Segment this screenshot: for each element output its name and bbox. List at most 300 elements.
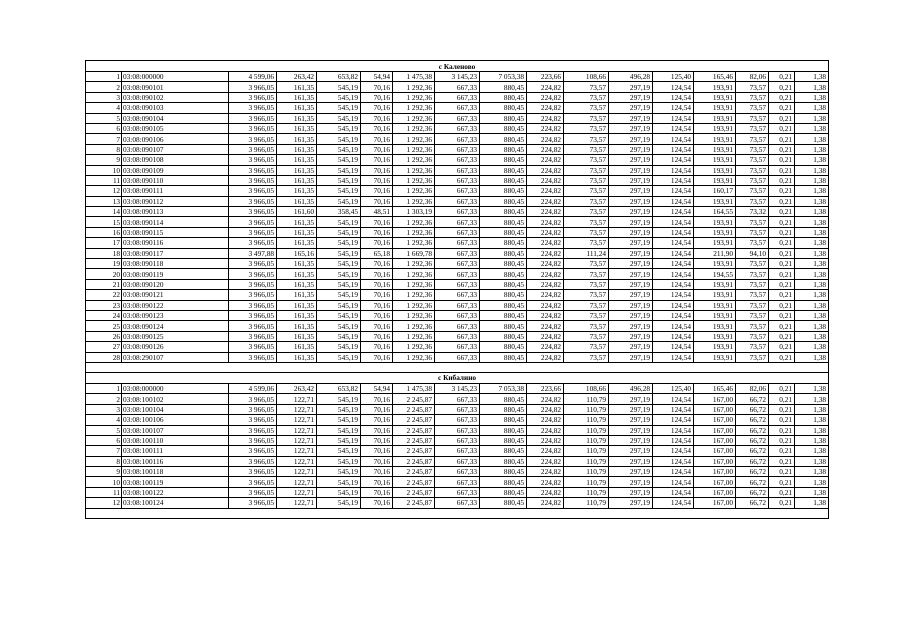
table-row	[86, 425, 829, 435]
value-cell: 70,16	[361, 290, 393, 300]
value-cell: 545,19	[317, 196, 361, 206]
value-cell: 125,40	[653, 383, 694, 393]
value-cell: 66,72	[736, 435, 769, 445]
cadastral-code: 03:08:090116	[122, 238, 229, 248]
value-cell: 66,72	[736, 467, 769, 477]
table-row	[86, 269, 829, 279]
value-cell: 0,21	[769, 477, 795, 487]
cadastral-code: 03:08:090105	[122, 123, 229, 133]
value-cell: 297,19	[609, 310, 653, 320]
value-cell: 667,33	[435, 394, 480, 404]
row-number: 25	[86, 321, 122, 331]
value-cell: 1,38	[795, 186, 829, 196]
value-cell: 122,71	[277, 456, 317, 466]
blank-cell	[86, 508, 829, 518]
cadastral-code: 03:08:100107	[122, 425, 229, 435]
value-cell: 161,35	[277, 165, 317, 175]
value-cell: 3 966,05	[229, 134, 277, 144]
value-cell: 124,54	[653, 207, 694, 217]
value-cell: 667,33	[435, 103, 480, 113]
value-cell: 124,54	[653, 269, 694, 279]
value-cell: 4 599,06	[229, 72, 277, 82]
value-cell: 124,54	[653, 352, 694, 362]
value-cell: 1 292,36	[393, 175, 435, 185]
table-row	[86, 498, 829, 508]
value-cell: 73,57	[736, 300, 769, 310]
value-cell: 73,57	[564, 186, 609, 196]
row-number: 4	[86, 103, 122, 113]
value-cell: 1,38	[795, 196, 829, 206]
value-cell: 667,33	[435, 92, 480, 102]
value-cell: 545,19	[317, 498, 361, 508]
value-cell: 545,19	[317, 259, 361, 269]
value-cell: 73,32	[736, 207, 769, 217]
cadastral-code: 03:08:090107	[122, 144, 229, 154]
value-cell: 1 292,36	[393, 217, 435, 227]
row-number: 18	[86, 248, 122, 258]
gap-cell	[86, 362, 829, 372]
value-cell: 193,91	[694, 175, 736, 185]
cadastral-code: 03:08:100104	[122, 404, 229, 414]
value-cell: 880,45	[480, 92, 527, 102]
value-cell: 224,82	[527, 259, 564, 269]
value-cell: 224,82	[527, 175, 564, 185]
value-cell: 108,66	[564, 72, 609, 82]
value-cell: 297,19	[609, 92, 653, 102]
value-cell: 73,57	[564, 175, 609, 185]
value-cell: 70,16	[361, 92, 393, 102]
value-cell: 73,57	[564, 300, 609, 310]
value-cell: 0,21	[769, 435, 795, 445]
value-cell: 110,79	[564, 477, 609, 487]
value-cell: 297,19	[609, 415, 653, 425]
value-cell: 667,33	[435, 425, 480, 435]
row-number: 14	[86, 207, 122, 217]
value-cell: 545,19	[317, 82, 361, 92]
value-cell: 0,21	[769, 290, 795, 300]
cadastral-code: 03:08:100102	[122, 394, 229, 404]
value-cell: 1 475,38	[393, 72, 435, 82]
value-cell: 545,19	[317, 248, 361, 258]
value-cell: 124,54	[653, 113, 694, 123]
value-cell: 193,91	[694, 92, 736, 102]
value-cell: 224,82	[527, 342, 564, 352]
value-cell: 1,38	[795, 82, 829, 92]
value-cell: 880,45	[480, 134, 527, 144]
value-cell: 880,45	[480, 259, 527, 269]
table-row	[86, 82, 829, 92]
value-cell: 73,57	[564, 217, 609, 227]
value-cell: 73,57	[564, 82, 609, 92]
section-title: с Каленово	[86, 61, 829, 72]
table-row	[86, 446, 829, 456]
value-cell: 193,91	[694, 103, 736, 113]
value-cell: 94,10	[736, 248, 769, 258]
value-cell: 73,57	[736, 321, 769, 331]
value-cell: 167,00	[694, 394, 736, 404]
value-cell: 224,82	[527, 456, 564, 466]
value-cell: 0,21	[769, 498, 795, 508]
value-cell: 667,33	[435, 456, 480, 466]
value-cell: 358,45	[317, 207, 361, 217]
value-cell: 70,16	[361, 238, 393, 248]
cadastral-code: 03:08:090124	[122, 321, 229, 331]
value-cell: 224,82	[527, 238, 564, 248]
value-cell: 545,19	[317, 310, 361, 320]
value-cell: 224,82	[527, 300, 564, 310]
row-number: 27	[86, 342, 122, 352]
value-cell: 70,16	[361, 342, 393, 352]
table-row	[86, 415, 829, 425]
table-row	[86, 342, 829, 352]
value-cell: 73,57	[736, 217, 769, 227]
value-cell: 1,38	[795, 300, 829, 310]
value-cell: 70,16	[361, 498, 393, 508]
value-cell: 3 966,05	[229, 238, 277, 248]
value-cell: 122,71	[277, 446, 317, 456]
table-row	[86, 331, 829, 341]
value-cell: 224,82	[527, 103, 564, 113]
cadastral-code: 03:08:100119	[122, 477, 229, 487]
value-cell: 545,19	[317, 186, 361, 196]
value-cell: 3 966,05	[229, 144, 277, 154]
value-cell: 3 966,05	[229, 435, 277, 445]
value-cell: 1,38	[795, 477, 829, 487]
value-cell: 0,21	[769, 103, 795, 113]
value-cell: 161,35	[277, 217, 317, 227]
row-number: 12	[86, 498, 122, 508]
value-cell: 66,72	[736, 415, 769, 425]
value-cell: 3 966,05	[229, 498, 277, 508]
value-cell: 3 966,05	[229, 186, 277, 196]
value-cell: 545,19	[317, 352, 361, 362]
value-cell: 667,33	[435, 175, 480, 185]
value-cell: 167,00	[694, 467, 736, 477]
value-cell: 161,35	[277, 123, 317, 133]
value-cell: 224,82	[527, 144, 564, 154]
value-cell: 224,82	[527, 446, 564, 456]
value-cell: 66,72	[736, 404, 769, 414]
value-cell: 297,19	[609, 435, 653, 445]
cadastral-code: 03:08:090112	[122, 196, 229, 206]
value-cell: 70,16	[361, 217, 393, 227]
value-cell: 297,19	[609, 300, 653, 310]
value-cell: 70,16	[361, 134, 393, 144]
value-cell: 545,19	[317, 300, 361, 310]
value-cell: 297,19	[609, 487, 653, 497]
cadastral-code: 03:08:100116	[122, 456, 229, 466]
value-cell: 193,91	[694, 310, 736, 320]
value-cell: 224,82	[527, 404, 564, 414]
value-cell: 193,91	[694, 155, 736, 165]
value-cell: 3 966,05	[229, 352, 277, 362]
value-cell: 1 292,36	[393, 196, 435, 206]
section-gap	[86, 362, 829, 372]
value-cell: 880,45	[480, 279, 527, 289]
value-cell: 545,19	[317, 155, 361, 165]
value-cell: 224,82	[527, 227, 564, 237]
value-cell: 3 966,05	[229, 404, 277, 414]
value-cell: 161,35	[277, 134, 317, 144]
value-cell: 1,38	[795, 72, 829, 82]
value-cell: 545,19	[317, 113, 361, 123]
value-cell: 1,38	[795, 321, 829, 331]
table-row	[86, 238, 829, 248]
value-cell: 880,45	[480, 487, 527, 497]
cadastral-code: 03:08:100111	[122, 446, 229, 456]
value-cell: 0,21	[769, 415, 795, 425]
value-cell: 224,82	[527, 477, 564, 487]
value-cell: 2 245,87	[393, 467, 435, 477]
cadastral-code: 03:08:100110	[122, 435, 229, 445]
value-cell: 880,45	[480, 310, 527, 320]
value-cell: 297,19	[609, 134, 653, 144]
value-cell: 0,21	[769, 196, 795, 206]
value-cell: 0,21	[769, 155, 795, 165]
value-cell: 1,38	[795, 456, 829, 466]
value-cell: 1,38	[795, 415, 829, 425]
value-cell: 70,16	[361, 123, 393, 133]
value-cell: 545,19	[317, 404, 361, 414]
value-cell: 2 245,87	[393, 498, 435, 508]
value-cell: 880,45	[480, 186, 527, 196]
value-cell: 1 475,38	[393, 383, 435, 393]
value-cell: 7 053,38	[480, 72, 527, 82]
value-cell: 110,79	[564, 394, 609, 404]
value-cell: 667,33	[435, 238, 480, 248]
value-cell: 297,19	[609, 279, 653, 289]
value-cell: 297,19	[609, 467, 653, 477]
cadastral-code: 03:08:100122	[122, 487, 229, 497]
value-cell: 667,33	[435, 123, 480, 133]
value-cell: 124,54	[653, 394, 694, 404]
cadastral-code: 03:08:100118	[122, 467, 229, 477]
value-cell: 297,19	[609, 186, 653, 196]
value-cell: 110,79	[564, 456, 609, 466]
value-cell: 0,21	[769, 331, 795, 341]
value-cell: 66,72	[736, 487, 769, 497]
value-cell: 545,19	[317, 456, 361, 466]
cadastral-code: 03:08:090126	[122, 342, 229, 352]
value-cell: 224,82	[527, 217, 564, 227]
value-cell: 124,54	[653, 456, 694, 466]
value-cell: 2 245,87	[393, 394, 435, 404]
value-cell: 122,71	[277, 498, 317, 508]
value-cell: 224,82	[527, 310, 564, 320]
value-cell: 161,35	[277, 155, 317, 165]
value-cell: 223,66	[527, 383, 564, 393]
value-cell: 124,54	[653, 404, 694, 414]
value-cell: 667,33	[435, 259, 480, 269]
value-cell: 66,72	[736, 446, 769, 456]
table-row	[86, 134, 829, 144]
value-cell: 193,91	[694, 123, 736, 133]
value-cell: 297,19	[609, 248, 653, 258]
value-cell: 880,45	[480, 165, 527, 175]
value-cell: 545,19	[317, 123, 361, 133]
row-number: 5	[86, 113, 122, 123]
value-cell: 161,35	[277, 196, 317, 206]
value-cell: 3 966,05	[229, 227, 277, 237]
value-cell: 1 292,36	[393, 113, 435, 123]
value-cell: 545,19	[317, 425, 361, 435]
table-row	[86, 279, 829, 289]
value-cell: 70,16	[361, 446, 393, 456]
value-cell: 667,33	[435, 415, 480, 425]
value-cell: 1 303,19	[393, 207, 435, 217]
value-cell: 122,71	[277, 415, 317, 425]
value-cell: 545,19	[317, 165, 361, 175]
cadastral-code: 03:08:000000	[122, 72, 229, 82]
value-cell: 1 292,36	[393, 186, 435, 196]
value-cell: 297,19	[609, 175, 653, 185]
value-cell: 297,19	[609, 217, 653, 227]
value-cell: 73,57	[564, 123, 609, 133]
value-cell: 297,19	[609, 446, 653, 456]
value-cell: 193,91	[694, 279, 736, 289]
value-cell: 167,00	[694, 498, 736, 508]
value-cell: 193,91	[694, 321, 736, 331]
value-cell: 1,38	[795, 175, 829, 185]
value-cell: 124,54	[653, 165, 694, 175]
value-cell: 667,33	[435, 196, 480, 206]
value-cell: 70,16	[361, 103, 393, 113]
value-cell: 161,35	[277, 321, 317, 331]
value-cell: 70,16	[361, 165, 393, 175]
table-row	[86, 227, 829, 237]
value-cell: 1,38	[795, 144, 829, 154]
value-cell: 73,57	[564, 196, 609, 206]
value-cell: 1,38	[795, 435, 829, 445]
value-cell: 667,33	[435, 290, 480, 300]
value-cell: 0,21	[769, 456, 795, 466]
cadastral-code: 03:08:090101	[122, 82, 229, 92]
value-cell: 66,72	[736, 456, 769, 466]
value-cell: 880,45	[480, 425, 527, 435]
value-cell: 880,45	[480, 82, 527, 92]
value-cell: 3 966,05	[229, 279, 277, 289]
value-cell: 3 966,05	[229, 415, 277, 425]
value-cell: 545,19	[317, 321, 361, 331]
value-cell: 667,33	[435, 477, 480, 487]
value-cell: 1,38	[795, 155, 829, 165]
cadastral-code: 03:08:090103	[122, 103, 229, 113]
value-cell: 2 245,87	[393, 477, 435, 487]
row-number: 10	[86, 165, 122, 175]
row-number: 6	[86, 123, 122, 133]
value-cell: 73,57	[736, 342, 769, 352]
value-cell: 124,54	[653, 300, 694, 310]
value-cell: 667,33	[435, 248, 480, 258]
value-cell: 3 966,05	[229, 82, 277, 92]
value-cell: 167,00	[694, 404, 736, 414]
value-cell: 70,16	[361, 113, 393, 123]
value-cell: 263,42	[277, 72, 317, 82]
value-cell: 3 966,05	[229, 196, 277, 206]
value-cell: 124,54	[653, 331, 694, 341]
value-cell: 1 292,36	[393, 82, 435, 92]
table-row	[86, 196, 829, 206]
value-cell: 3 966,05	[229, 456, 277, 466]
table-row	[86, 321, 829, 331]
value-cell: 73,57	[736, 82, 769, 92]
value-cell: 1 292,36	[393, 331, 435, 341]
value-cell: 880,45	[480, 290, 527, 300]
cadastral-code: 03:08:090111	[122, 186, 229, 196]
value-cell: 224,82	[527, 321, 564, 331]
value-cell: 70,16	[361, 435, 393, 445]
cadastral-code: 03:08:090125	[122, 331, 229, 341]
value-cell: 653,82	[317, 72, 361, 82]
value-cell: 70,16	[361, 352, 393, 362]
value-cell: 124,54	[653, 238, 694, 248]
value-cell: 124,54	[653, 196, 694, 206]
value-cell: 73,57	[564, 227, 609, 237]
value-cell: 82,06	[736, 72, 769, 82]
section-title: с Кибалино	[86, 372, 829, 383]
value-cell: 73,57	[564, 134, 609, 144]
cadastral-code: 03:08:090115	[122, 227, 229, 237]
row-number: 9	[86, 467, 122, 477]
value-cell: 70,16	[361, 321, 393, 331]
value-cell: 161,35	[277, 113, 317, 123]
value-cell: 167,00	[694, 456, 736, 466]
value-cell: 124,54	[653, 425, 694, 435]
row-number: 24	[86, 310, 122, 320]
value-cell: 193,91	[694, 82, 736, 92]
value-cell: 73,57	[564, 331, 609, 341]
value-cell: 0,21	[769, 186, 795, 196]
section-header	[86, 61, 829, 72]
value-cell: 0,21	[769, 165, 795, 175]
cadastral-code: 03:08:000000	[122, 383, 229, 393]
value-cell: 211,90	[694, 248, 736, 258]
value-cell: 545,19	[317, 477, 361, 487]
table-row	[86, 92, 829, 102]
value-cell: 73,57	[736, 113, 769, 123]
value-cell: 224,82	[527, 279, 564, 289]
value-cell: 3 966,05	[229, 175, 277, 185]
value-cell: 0,21	[769, 144, 795, 154]
cadastral-code: 03:08:090110	[122, 175, 229, 185]
value-cell: 70,16	[361, 487, 393, 497]
value-cell: 667,33	[435, 279, 480, 289]
value-cell: 667,33	[435, 113, 480, 123]
value-cell: 224,82	[527, 415, 564, 425]
value-cell: 224,82	[527, 498, 564, 508]
value-cell: 545,19	[317, 134, 361, 144]
value-cell: 70,16	[361, 144, 393, 154]
value-cell: 3 966,05	[229, 331, 277, 341]
value-cell: 297,19	[609, 123, 653, 133]
value-cell: 3 966,05	[229, 321, 277, 331]
row-number: 26	[86, 331, 122, 341]
value-cell: 124,54	[653, 123, 694, 133]
value-cell: 164,55	[694, 207, 736, 217]
value-cell: 3 966,05	[229, 259, 277, 269]
value-cell: 70,16	[361, 155, 393, 165]
row-number: 1	[86, 383, 122, 393]
value-cell: 545,19	[317, 290, 361, 300]
cadastral-code: 03:08:090114	[122, 217, 229, 227]
value-cell: 70,16	[361, 310, 393, 320]
value-cell: 2 245,87	[393, 456, 435, 466]
value-cell: 122,71	[277, 425, 317, 435]
value-cell: 70,16	[361, 279, 393, 289]
value-cell: 73,57	[736, 196, 769, 206]
value-cell: 3 966,05	[229, 92, 277, 102]
row-number: 3	[86, 404, 122, 414]
